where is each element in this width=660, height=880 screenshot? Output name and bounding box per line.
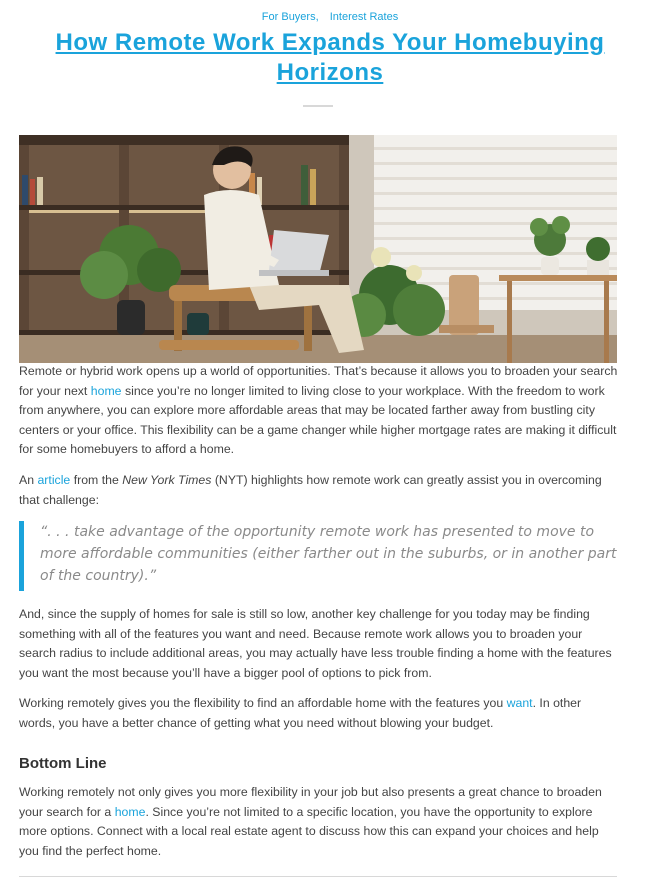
paragraph-text: . In other words, you have a better chance of getting what you need without blowing your budget. [19,696,582,730]
paragraph-text: from the [70,473,123,487]
paragraph-text: And, since the supply of homes for sale is still so low, another key challenge for you today may be finding something with all of the features you want and need. Because remote work allows you to broaden your search radius to include additional areas, you may actually have less trouble finding a home with the features you want the most because you’ll have a bigger pool of options to pick from. [19,607,612,680]
blockquote [19,521,619,591]
paragraph-text: Working remotely gives you the flexibility to find an affordable home with the features you [19,696,507,710]
hero-image [19,135,617,363]
paragraph-text: (NYT) highlights how remote work can greatly assist you in overcoming that challenge: [19,473,602,507]
paragraph-bottom-line [19,783,619,861]
paragraph-flexibility [19,694,619,733]
paragraph-text: . Since you’re not limited to a specific location, you have the opportunity to explore more options. Connect with a local real estate agent to discuss how this can expand your choices and help you find the perfect home. [19,804,599,858]
article-title[interactable]: How Remote Work Expands Your Homebuying Horizons [55,29,605,86]
paragraph-text: Working remotely not only gives you more flexibility in your job but also presents a great chance to broaden your search for a [19,785,602,819]
category-link-for-buyers[interactable]: For Buyers, [261,11,319,23]
article-link[interactable]: article [37,473,71,487]
paragraph-text: since you’re no longer limited to living close to your workplace. With the freedom to work from anywhere, you can explore more affordable areas that may be located farther away from bustling city centers or your office. This flexibility can be a game changer while higher mortgage rates are making it difficult for some homebuyers to afford a home. [19,383,617,456]
category-link-interest-rates[interactable]: Interest Rates [329,11,399,23]
want-link[interactable]: want [506,696,533,710]
publication-name: New York Times [122,473,212,487]
paragraph-intro [19,362,619,460]
quote-text: “. . . take advantage of the opportunity remote work has presented to move to more affordable communities (either farther out in the suburbs, or in another part of the country).” [40,524,617,584]
section-heading: Bottom Line [19,755,107,772]
footer-divider [19,876,617,877]
paragraph-article [19,471,619,510]
paragraph-text: An [19,473,38,487]
title-divider [303,105,333,107]
category-links [0,11,660,23]
paragraph-text: Remote or hybrid work opens up a world of opportunities. That’s because it allows you to broaden your search for your next [19,364,618,398]
paragraph-supply [19,605,619,683]
home-link[interactable]: home [90,383,122,398]
home-link[interactable]: home [114,804,146,819]
